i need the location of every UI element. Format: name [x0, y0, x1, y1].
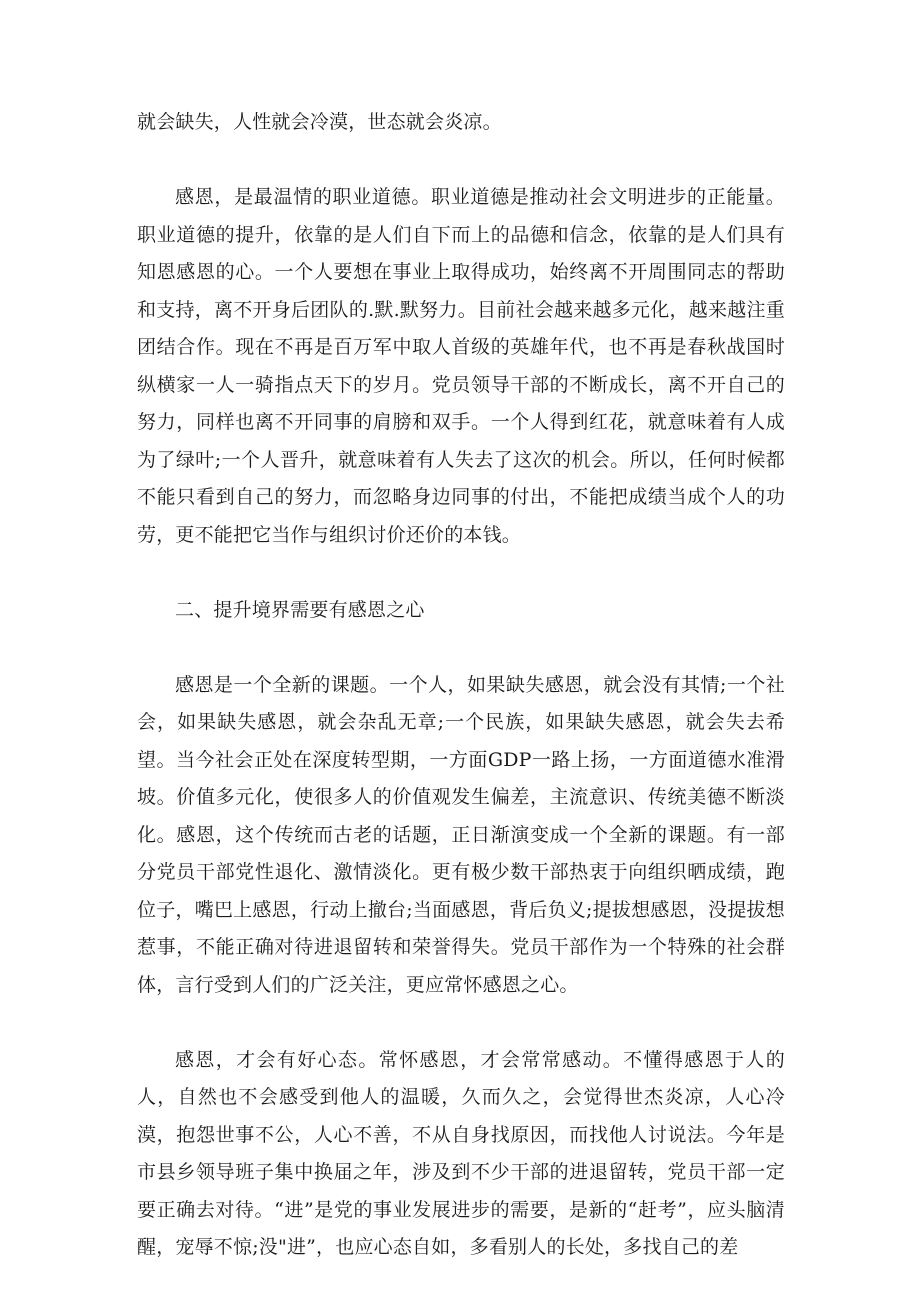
- document-body: [137, 104, 785, 1304]
- paragraph-2: 感恩，是最温情的职业道德。职业道德是推动社会文明进步的正能量。职业道德的提升，依靠的是人们自下而上的品德和信念，依靠的是人们具有知恩感恩的心。一个人要想在事业上取得成功，始终离不开周围同志的帮助和支持，离不开身后团队的.默.默努力。目前社会越来越多元化，越来越注重团结合作。现在不再是百万军中取人首级的英雄年代，也不再是春秋战国时纵横家一人一骑指点天下的岁月。党员领导干部的不断成长，离不开自己的努力，同样也离不开同事的肩膀和双手。一个人得到红花，就意味着有人成为了绿叶;一个人晋升，就意味着有人失去了这次的机会。所以，任何时候都不能只看到自己的努力，而忽略身边同事的付出，不能把成绩当成个人的功劳，更不能把它当作与组织讨价还价的本钱。: [137, 186, 785, 546]
- paragraph-1: 就会缺失，人性就会冷漠，世态就会炎凉。: [137, 111, 502, 133]
- section-heading-2: 二、提升境界需要有感恩之心: [175, 598, 425, 621]
- paragraph-4: 感恩，才会有好心态。常怀感恩，才会常常感动。不懂得感恩于人的人，自然也不会感受到他人的温暖，久而久之，会觉得世杰炎凉，人心冷漠，抱怨世事不公，人心不善，不从自身找原因，而找他人讨说法。今年是市县乡领导班子集中换届之年，涉及到不少干部的进退留转，党员干部一定要正确去对待。“进”是党的事业发展进步的需要，是新的“赶考”，应头脑清醒，宠辱不惊;没"进”，也应心态自如，多看别人的长处，多找自己的差: [137, 1048, 785, 1258]
- paragraph-3: 感恩是一个全新的课题。一个人，如果缺失感恩，就会没有其情;一个社会，如果缺失感恩，就会杂乱无章;一个民族，如果缺失感恩，就会失去希望。当今社会正处在深度转型期，一方面GDP一路上扬，一方面道德水准滑坡。价值多元化，使很多人的价值观发生偏差，主流意识、传统美德不断淡化。感恩，这个传统而古老的话题，正日渐演变成一个全新的课题。有一部分党员干部党性退化、激情淡化。更有极少数干部热衷于向组织晒成绩，跑位子，嘴巴上感恩，行动上撤台;当面感恩，背后负义;提拔想感恩，没提拔想惹事，不能正确对待进退留转和荣誉得失。党员干部作为一个特殊的社会群体，言行受到人们的广泛关注，更应常怀感恩之心。: [137, 673, 785, 996]
